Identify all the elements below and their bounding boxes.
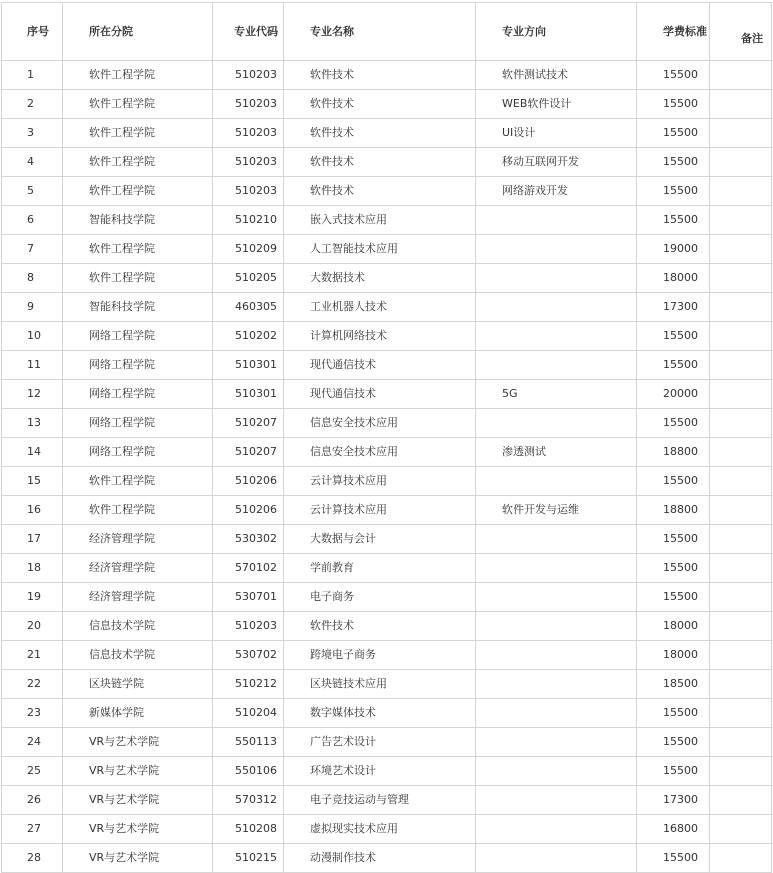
cell-direction: 渗透测试: [476, 438, 637, 467]
header-row: [2, 3, 772, 61]
cell-name: 软件技术: [284, 61, 476, 90]
cell-direction: [476, 757, 637, 786]
cell-name: 信息安全技术应用: [284, 438, 476, 467]
cell-direction: 软件测试技术: [476, 61, 637, 90]
cell-college: 软件工程学院: [63, 61, 213, 90]
table-row: [2, 844, 772, 873]
cell-note: [710, 525, 772, 554]
cell-no: 17: [2, 525, 63, 554]
cell-name: 信息安全技术应用: [284, 409, 476, 438]
cell-fee: 15500: [637, 177, 710, 206]
cell-no: 24: [2, 728, 63, 757]
table-row: [2, 525, 772, 554]
header-code-label: 专业代码: [234, 24, 278, 38]
cell-no: 13: [2, 409, 63, 438]
cell-code: 530701: [213, 583, 284, 612]
cell-name: 大数据与会计: [284, 525, 476, 554]
cell-note: [710, 699, 772, 728]
header-no: 序号: [2, 3, 63, 61]
cell-college: VR与艺术学院: [63, 757, 213, 786]
cell-name: 电子竞技运动与管理: [284, 786, 476, 815]
cell-note: [710, 206, 772, 235]
cell-fee: 15500: [637, 61, 710, 90]
table-row: [2, 61, 772, 90]
cell-direction: 5G: [476, 380, 637, 409]
header-note: 备注: [710, 3, 772, 61]
cell-fee: 15500: [637, 699, 710, 728]
table-row: [2, 119, 772, 148]
cell-no: 23: [2, 699, 63, 728]
table-row: [2, 728, 772, 757]
cell-name: 软件技术: [284, 90, 476, 119]
cell-direction: [476, 264, 637, 293]
table-row: [2, 438, 772, 467]
cell-college: VR与艺术学院: [63, 786, 213, 815]
cell-college: 信息技术学院: [63, 641, 213, 670]
cell-college: 软件工程学院: [63, 264, 213, 293]
cell-no: 15: [2, 467, 63, 496]
cell-code: 510215: [213, 844, 284, 873]
cell-fee: 18000: [637, 612, 710, 641]
table-row: [2, 90, 772, 119]
table-row: [2, 322, 772, 351]
cell-fee: 18500: [637, 670, 710, 699]
cell-code: 510301: [213, 380, 284, 409]
cell-college: 经济管理学院: [63, 525, 213, 554]
cell-college: 软件工程学院: [63, 148, 213, 177]
cell-note: [710, 351, 772, 380]
cell-fee: 15500: [637, 206, 710, 235]
cell-no: 25: [2, 757, 63, 786]
cell-direction: [476, 554, 637, 583]
cell-name: 嵌入式技术应用: [284, 206, 476, 235]
cell-no: 11: [2, 351, 63, 380]
cell-code: 510205: [213, 264, 284, 293]
cell-code: 460305: [213, 293, 284, 322]
cell-fee: 15500: [637, 90, 710, 119]
cell-note: [710, 612, 772, 641]
table-row: [2, 554, 772, 583]
header-name: 专业名称: [284, 3, 476, 61]
cell-college: 新媒体学院: [63, 699, 213, 728]
cell-direction: [476, 322, 637, 351]
cell-college: VR与艺术学院: [63, 728, 213, 757]
cell-name: 环境艺术设计: [284, 757, 476, 786]
cell-college: 网络工程学院: [63, 438, 213, 467]
cell-name: 现代通信技术: [284, 380, 476, 409]
cell-no: 20: [2, 612, 63, 641]
cell-college: 经济管理学院: [63, 583, 213, 612]
cell-code: 510301: [213, 351, 284, 380]
cell-code: 510206: [213, 467, 284, 496]
cell-note: [710, 496, 772, 525]
cell-direction: [476, 409, 637, 438]
table-row: [2, 612, 772, 641]
cell-name: 广告艺术设计: [284, 728, 476, 757]
cell-direction: [476, 728, 637, 757]
cell-note: [710, 815, 772, 844]
cell-code: 510206: [213, 496, 284, 525]
cell-fee: 16800: [637, 815, 710, 844]
cell-college: 软件工程学院: [63, 235, 213, 264]
cell-direction: [476, 670, 637, 699]
cell-code: 510203: [213, 119, 284, 148]
cell-name: 工业机器人技术: [284, 293, 476, 322]
cell-no: 2: [2, 90, 63, 119]
cell-code: 510207: [213, 438, 284, 467]
cell-no: 10: [2, 322, 63, 351]
cell-note: [710, 61, 772, 90]
cell-fee: 15500: [637, 148, 710, 177]
cell-note: [710, 148, 772, 177]
cell-code: 550113: [213, 728, 284, 757]
cell-name: 软件技术: [284, 612, 476, 641]
table-row: [2, 699, 772, 728]
cell-code: 510212: [213, 670, 284, 699]
cell-code: 510207: [213, 409, 284, 438]
cell-no: 6: [2, 206, 63, 235]
cell-no: 19: [2, 583, 63, 612]
table-row: [2, 409, 772, 438]
cell-direction: 网络游戏开发: [476, 177, 637, 206]
cell-note: [710, 177, 772, 206]
cell-college: 智能科技学院: [63, 206, 213, 235]
cell-name: 数字媒体技术: [284, 699, 476, 728]
cell-college: 软件工程学院: [63, 119, 213, 148]
table-row: [2, 670, 772, 699]
cell-code: 570102: [213, 554, 284, 583]
cell-direction: [476, 351, 637, 380]
table-row: [2, 177, 772, 206]
cell-no: 14: [2, 438, 63, 467]
cell-direction: [476, 293, 637, 322]
cell-note: [710, 728, 772, 757]
cell-fee: 17300: [637, 786, 710, 815]
cell-fee: 20000: [637, 380, 710, 409]
cell-code: 510202: [213, 322, 284, 351]
cell-direction: 移动互联网开发: [476, 148, 637, 177]
cell-direction: [476, 206, 637, 235]
table-row: [2, 467, 772, 496]
cell-fee: 15500: [637, 728, 710, 757]
cell-name: 云计算技术应用: [284, 496, 476, 525]
cell-no: 4: [2, 148, 63, 177]
cell-note: [710, 409, 772, 438]
cell-note: [710, 844, 772, 873]
cell-note: [710, 786, 772, 815]
cell-name: 软件技术: [284, 177, 476, 206]
table-row: [2, 264, 772, 293]
cell-note: [710, 641, 772, 670]
cell-direction: [476, 612, 637, 641]
cell-direction: [476, 786, 637, 815]
cell-college: 软件工程学院: [63, 467, 213, 496]
cell-code: 550106: [213, 757, 284, 786]
cell-no: 5: [2, 177, 63, 206]
table-row: [2, 380, 772, 409]
cell-direction: [476, 699, 637, 728]
cell-college: 区块链学院: [63, 670, 213, 699]
table-row: [2, 757, 772, 786]
cell-no: 3: [2, 119, 63, 148]
table-row: [2, 235, 772, 264]
cell-code: 510210: [213, 206, 284, 235]
cell-fee: 15500: [637, 757, 710, 786]
table-body: [2, 61, 772, 873]
table-row: [2, 815, 772, 844]
cell-college: 软件工程学院: [63, 90, 213, 119]
cell-name: 电子商务: [284, 583, 476, 612]
table-row: [2, 206, 772, 235]
cell-name: 跨境电子商务: [284, 641, 476, 670]
cell-direction: [476, 815, 637, 844]
cell-code: 510203: [213, 61, 284, 90]
cell-fee: 15500: [637, 844, 710, 873]
cell-note: [710, 293, 772, 322]
cell-fee: 15500: [637, 322, 710, 351]
cell-name: 软件技术: [284, 119, 476, 148]
cell-note: [710, 554, 772, 583]
cell-name: 大数据技术: [284, 264, 476, 293]
cell-college: 经济管理学院: [63, 554, 213, 583]
cell-no: 8: [2, 264, 63, 293]
cell-direction: [476, 525, 637, 554]
cell-note: [710, 583, 772, 612]
cell-direction: [476, 844, 637, 873]
table-row: [2, 148, 772, 177]
cell-college: 网络工程学院: [63, 409, 213, 438]
cell-no: 9: [2, 293, 63, 322]
cell-college: 网络工程学院: [63, 351, 213, 380]
cell-code: 510203: [213, 148, 284, 177]
cell-note: [710, 90, 772, 119]
cell-note: [710, 438, 772, 467]
cell-direction: 软件开发与运维: [476, 496, 637, 525]
cell-college: 网络工程学院: [63, 380, 213, 409]
cell-no: 18: [2, 554, 63, 583]
cell-code: 510203: [213, 612, 284, 641]
cell-no: 22: [2, 670, 63, 699]
cell-code: 510204: [213, 699, 284, 728]
cell-no: 12: [2, 380, 63, 409]
cell-note: [710, 264, 772, 293]
cell-note: [710, 322, 772, 351]
cell-no: 16: [2, 496, 63, 525]
cell-name: 软件技术: [284, 148, 476, 177]
cell-fee: 18000: [637, 641, 710, 670]
cell-code: 510203: [213, 177, 284, 206]
cell-college: VR与艺术学院: [63, 844, 213, 873]
cell-fee: 15500: [637, 467, 710, 496]
cell-note: [710, 757, 772, 786]
cell-name: 区块链技术应用: [284, 670, 476, 699]
cell-fee: 18800: [637, 438, 710, 467]
cell-fee: 15500: [637, 409, 710, 438]
cell-code: 510203: [213, 90, 284, 119]
cell-direction: [476, 235, 637, 264]
cell-note: [710, 467, 772, 496]
table-header: [2, 3, 772, 61]
cell-name: 虚拟现实技术应用: [284, 815, 476, 844]
cell-code: 530702: [213, 641, 284, 670]
cell-fee: 18000: [637, 264, 710, 293]
cell-direction: [476, 467, 637, 496]
cell-college: VR与艺术学院: [63, 815, 213, 844]
cell-name: 学前教育: [284, 554, 476, 583]
table-row: [2, 351, 772, 380]
cell-no: 26: [2, 786, 63, 815]
cell-college: 软件工程学院: [63, 177, 213, 206]
header-code: [213, 3, 284, 61]
table-row: [2, 641, 772, 670]
cell-fee: 17300: [637, 293, 710, 322]
cell-direction: [476, 583, 637, 612]
cell-code: 570312: [213, 786, 284, 815]
cell-college: 信息技术学院: [63, 612, 213, 641]
cell-college: 软件工程学院: [63, 496, 213, 525]
cell-name: 云计算技术应用: [284, 467, 476, 496]
cell-fee: 15500: [637, 351, 710, 380]
table-row: [2, 293, 772, 322]
cell-note: [710, 380, 772, 409]
cell-code: 510208: [213, 815, 284, 844]
cell-fee: 18800: [637, 496, 710, 525]
cell-note: [710, 119, 772, 148]
cell-fee: 19000: [637, 235, 710, 264]
cell-college: 智能科技学院: [63, 293, 213, 322]
table-row: [2, 496, 772, 525]
cell-fee: 15500: [637, 583, 710, 612]
cell-fee: 15500: [637, 119, 710, 148]
cell-direction: WEB软件设计: [476, 90, 637, 119]
cell-direction: [476, 641, 637, 670]
tuition-table: [1, 2, 772, 873]
cell-name: 现代通信技术: [284, 351, 476, 380]
cell-name: 动漫制作技术: [284, 844, 476, 873]
cell-name: 计算机网络技术: [284, 322, 476, 351]
cell-note: [710, 670, 772, 699]
cell-college: 网络工程学院: [63, 322, 213, 351]
cell-no: 27: [2, 815, 63, 844]
header-fee: 学费标准: [637, 3, 710, 61]
cell-name: 人工智能技术应用: [284, 235, 476, 264]
table-row: [2, 786, 772, 815]
cell-no: 1: [2, 61, 63, 90]
cell-fee: 15500: [637, 554, 710, 583]
cell-fee: 15500: [637, 525, 710, 554]
cell-code: 510209: [213, 235, 284, 264]
header-college: 所在分院: [63, 3, 213, 61]
cell-code: 530302: [213, 525, 284, 554]
cell-no: 21: [2, 641, 63, 670]
table-row: [2, 583, 772, 612]
cell-direction: UI设计: [476, 119, 637, 148]
cell-note: [710, 235, 772, 264]
cell-no: 7: [2, 235, 63, 264]
header-direction: 专业方向: [476, 3, 637, 61]
cell-no: 28: [2, 844, 63, 873]
